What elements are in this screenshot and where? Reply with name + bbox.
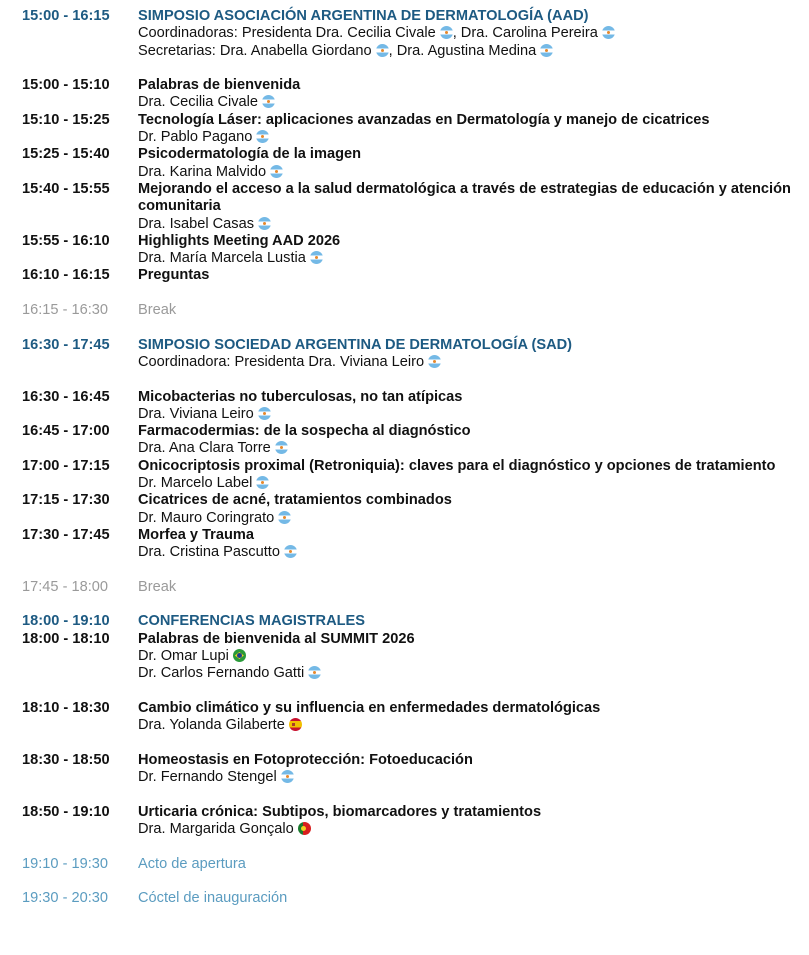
time-slot: 16:15 - 16:30 <box>22 302 109 319</box>
time-slot: 16:45 - 17:00 <box>22 423 110 440</box>
schedule-break <box>0 579 809 596</box>
schedule-section <box>0 8 809 60</box>
schedule-break <box>0 302 809 319</box>
time-slot: 15:00 - 16:15 <box>22 8 110 24</box>
argentina-flag-icon <box>258 217 271 230</box>
time-slot: 15:40 - 15:55 <box>22 180 110 197</box>
speaker <box>138 94 791 111</box>
spacer <box>0 596 809 613</box>
schedule-talk <box>0 112 809 147</box>
entry-content <box>138 752 809 787</box>
schedule-row <box>0 181 809 233</box>
entry-title: Palabras de bienvenida <box>138 77 301 94</box>
schedule-row <box>0 423 809 458</box>
entry-content <box>138 181 809 233</box>
spacer <box>0 838 809 855</box>
speaker-name: Dra. Isabel Casas <box>138 215 254 232</box>
spacer <box>0 873 809 890</box>
entry-content <box>138 77 809 112</box>
time-slot: 19:10 - 19:30 <box>22 855 109 872</box>
argentina-flag-icon <box>308 666 321 679</box>
speaker-name: Dra. Viviana Leiro <box>138 405 254 422</box>
argentina-flag-icon <box>256 476 269 489</box>
time-slot: 17:30 - 17:45 <box>22 526 110 543</box>
speaker <box>138 475 791 492</box>
schedule-row <box>0 389 809 424</box>
entry-content <box>138 890 809 907</box>
entry-title: Cambio climático y su influencia en enfermedades dermatológicas <box>138 699 601 716</box>
argentina-flag-icon <box>256 130 269 143</box>
argentina-flag-icon <box>281 770 294 783</box>
speaker-name: Dra. Karina Malvido <box>138 163 267 180</box>
argentina-flag-icon <box>310 251 323 264</box>
speaker <box>138 129 791 146</box>
argentina-flag-icon <box>278 511 291 524</box>
schedule-talk <box>0 389 809 424</box>
spacer <box>0 562 809 579</box>
time-slot: 17:45 - 18:00 <box>22 578 109 595</box>
entry-title: Onicocriptosis proximal (Retroniquia): claves para el diagnóstico y opciones de tratamiento <box>138 457 776 474</box>
speaker <box>138 406 791 423</box>
entry-title: Homeostasis en Fotoprotección: Fotoeducación <box>138 751 473 768</box>
schedule-talk <box>0 492 809 527</box>
time-slot: 16:10 - 16:15 <box>22 267 110 284</box>
entry-title: Micobacterias no tuberculosas, no tan atípicas <box>138 388 463 405</box>
entry-content <box>138 458 809 493</box>
speaker-name: Dr. Omar Lupi <box>138 647 229 664</box>
schedule-row <box>0 631 809 683</box>
schedule-talk <box>0 181 809 233</box>
entry-title: Cóctel de inauguración <box>138 890 288 907</box>
schedule-talk <box>0 423 809 458</box>
schedule-row <box>0 579 809 596</box>
schedule-row <box>0 458 809 493</box>
schedule-talk <box>0 804 809 839</box>
entry-content <box>138 579 809 596</box>
speaker-name: Dr. Carlos Fernando Gatti <box>138 665 305 682</box>
schedule-section <box>0 613 809 630</box>
schedule-row <box>0 890 809 907</box>
schedule-row <box>0 700 809 735</box>
entry-title: Psicodermatología de la imagen <box>138 146 362 163</box>
speaker <box>138 510 791 527</box>
entry-title: Mejorando el acceso a la salud dermatológica a través de estrategias de educación y atención comunitaria <box>138 180 791 215</box>
time-slot: 15:10 - 15:25 <box>22 111 110 128</box>
schedule-row <box>0 112 809 147</box>
section-staff-line <box>138 43 791 60</box>
time-slot: 17:00 - 17:15 <box>22 457 110 474</box>
schedule-row <box>0 146 809 181</box>
time-slot: 18:00 - 19:10 <box>22 613 110 630</box>
spain-flag-icon <box>289 718 302 731</box>
entry-content <box>138 233 809 268</box>
schedule-row <box>0 492 809 527</box>
staff-name: Coordinadoras: Presidenta Dra. Cecilia Civale <box>138 25 436 42</box>
argentina-flag-icon <box>602 26 615 39</box>
staff-name: , Dra. Carolina Pereira <box>452 25 598 42</box>
speaker <box>138 717 791 734</box>
argentina-flag-icon <box>270 165 283 178</box>
speaker-name: Dr. Pablo Pagano <box>138 129 253 146</box>
entry-content <box>138 337 809 372</box>
entry-title: Break <box>138 578 177 595</box>
entry-title: Urticaria crónica: Subtipos, biomarcadores y tratamientos <box>138 803 542 820</box>
speaker-name: Dra. María Marcela Lustia <box>138 250 306 267</box>
schedule-row <box>0 302 809 319</box>
entry-title: Morfea y Trauma <box>138 526 254 543</box>
argentina-flag-icon <box>284 545 297 558</box>
entry-content <box>138 527 809 562</box>
brazil-flag-icon <box>233 649 246 662</box>
schedule-row <box>0 752 809 787</box>
speaker <box>138 216 791 233</box>
spacer <box>0 683 809 700</box>
entry-content <box>138 423 809 458</box>
entry-content <box>138 804 809 839</box>
schedule-talk <box>0 631 809 683</box>
section-staff-line <box>138 25 791 42</box>
schedule-talk <box>0 752 809 787</box>
entry-content <box>138 146 809 181</box>
time-slot: 15:25 - 15:40 <box>22 146 110 163</box>
section-title: SIMPOSIO SOCIEDAD ARGENTINA DE DERMATOLOGÍA (SAD) <box>138 336 573 353</box>
time-slot: 18:50 - 19:10 <box>22 803 110 820</box>
argentina-flag-icon <box>540 44 553 57</box>
entry-title: Tecnología Láser: aplicaciones avanzadas en Dermatología y manejo de cicatrices <box>138 111 710 128</box>
spacer <box>0 371 809 388</box>
speaker <box>138 440 791 457</box>
time-slot: 18:30 - 18:50 <box>22 751 110 768</box>
schedule-talk <box>0 146 809 181</box>
speaker <box>138 250 791 267</box>
schedule-row <box>0 267 809 284</box>
speaker-name: Dr. Fernando Stengel <box>138 769 277 786</box>
speaker <box>138 648 791 665</box>
schedule-row <box>0 77 809 112</box>
entry-title: Palabras de bienvenida al SUMMIT 2026 <box>138 630 415 647</box>
entry-content <box>138 631 809 683</box>
entry-title: Break <box>138 302 177 319</box>
argentina-flag-icon <box>258 407 271 420</box>
schedule-talk <box>0 233 809 268</box>
schedule-talk <box>0 700 809 735</box>
speaker-name: Dra. Margarida Gonçalo <box>138 820 294 837</box>
time-slot: 18:10 - 18:30 <box>22 699 110 716</box>
spacer <box>0 734 809 751</box>
speaker <box>138 544 791 561</box>
entry-content <box>138 267 809 284</box>
speaker-name: Dra. Cecilia Civale <box>138 94 259 111</box>
schedule-row <box>0 337 809 372</box>
spacer <box>0 285 809 302</box>
argentina-flag-icon <box>440 26 453 39</box>
schedule-row <box>0 527 809 562</box>
time-slot: 17:15 - 17:30 <box>22 492 110 509</box>
entry-content <box>138 112 809 147</box>
speaker-name: Dr. Mauro Coringrato <box>138 509 275 526</box>
time-slot: 16:30 - 16:45 <box>22 388 110 405</box>
schedule-talk <box>0 458 809 493</box>
entry-content <box>138 856 809 873</box>
entry-content <box>138 613 809 630</box>
staff-name: , Dra. Agustina Medina <box>388 42 537 59</box>
section-title: CONFERENCIAS MAGISTRALES <box>138 613 366 630</box>
entry-content <box>138 700 809 735</box>
portugal-flag-icon <box>298 822 311 835</box>
entry-title: Preguntas <box>138 267 210 284</box>
speaker <box>138 769 791 786</box>
entry-content <box>138 8 809 60</box>
schedule-row <box>0 856 809 873</box>
entry-title: Highlights Meeting AAD 2026 <box>138 232 341 249</box>
argentina-flag-icon <box>275 441 288 454</box>
schedule-row <box>0 8 809 60</box>
argentina-flag-icon <box>376 44 389 57</box>
speaker <box>138 821 791 838</box>
schedule-row <box>0 613 809 630</box>
time-slot: 16:30 - 17:45 <box>22 336 110 353</box>
entry-content <box>138 302 809 319</box>
entry-content <box>138 492 809 527</box>
staff-name: Secretarias: Dra. Anabella Giordano <box>138 42 372 59</box>
schedule-row <box>0 804 809 839</box>
entry-title: Farmacodermias: de la sospecha al diagnóstico <box>138 423 471 440</box>
spacer <box>0 60 809 77</box>
schedule-talk <box>0 527 809 562</box>
program-schedule <box>0 8 809 907</box>
schedule-light <box>0 856 809 873</box>
time-slot: 15:00 - 15:10 <box>22 77 110 94</box>
time-slot: 15:55 - 16:10 <box>22 232 110 249</box>
speaker-name: Dra. Cristina Pascutto <box>138 544 280 561</box>
section-title: SIMPOSIO ASOCIACIÓN ARGENTINA DE DERMATOLOGÍA (AAD) <box>138 8 589 24</box>
speaker-name: Dra. Yolanda Gilaberte <box>138 717 285 734</box>
schedule-section <box>0 337 809 372</box>
staff-name: Coordinadora: Presidenta Dra. Viviana Leiro <box>138 353 425 370</box>
argentina-flag-icon <box>428 355 441 368</box>
schedule-light <box>0 890 809 907</box>
speaker <box>138 665 791 682</box>
schedule-talk <box>0 77 809 112</box>
entry-content <box>138 389 809 424</box>
spacer <box>0 319 809 336</box>
time-slot: 19:30 - 20:30 <box>22 890 109 907</box>
speaker-name: Dra. Ana Clara Torre <box>138 440 271 457</box>
speaker-name: Dr. Marcelo Label <box>138 475 253 492</box>
entry-title: Acto de apertura <box>138 855 246 872</box>
time-slot: 18:00 - 18:10 <box>22 630 110 647</box>
schedule-talk <box>0 267 809 284</box>
section-staff-line <box>138 354 791 371</box>
spacer <box>0 786 809 803</box>
argentina-flag-icon <box>262 95 275 108</box>
speaker <box>138 164 791 181</box>
schedule-row <box>0 233 809 268</box>
entry-title: Cicatrices de acné, tratamientos combinados <box>138 492 452 509</box>
